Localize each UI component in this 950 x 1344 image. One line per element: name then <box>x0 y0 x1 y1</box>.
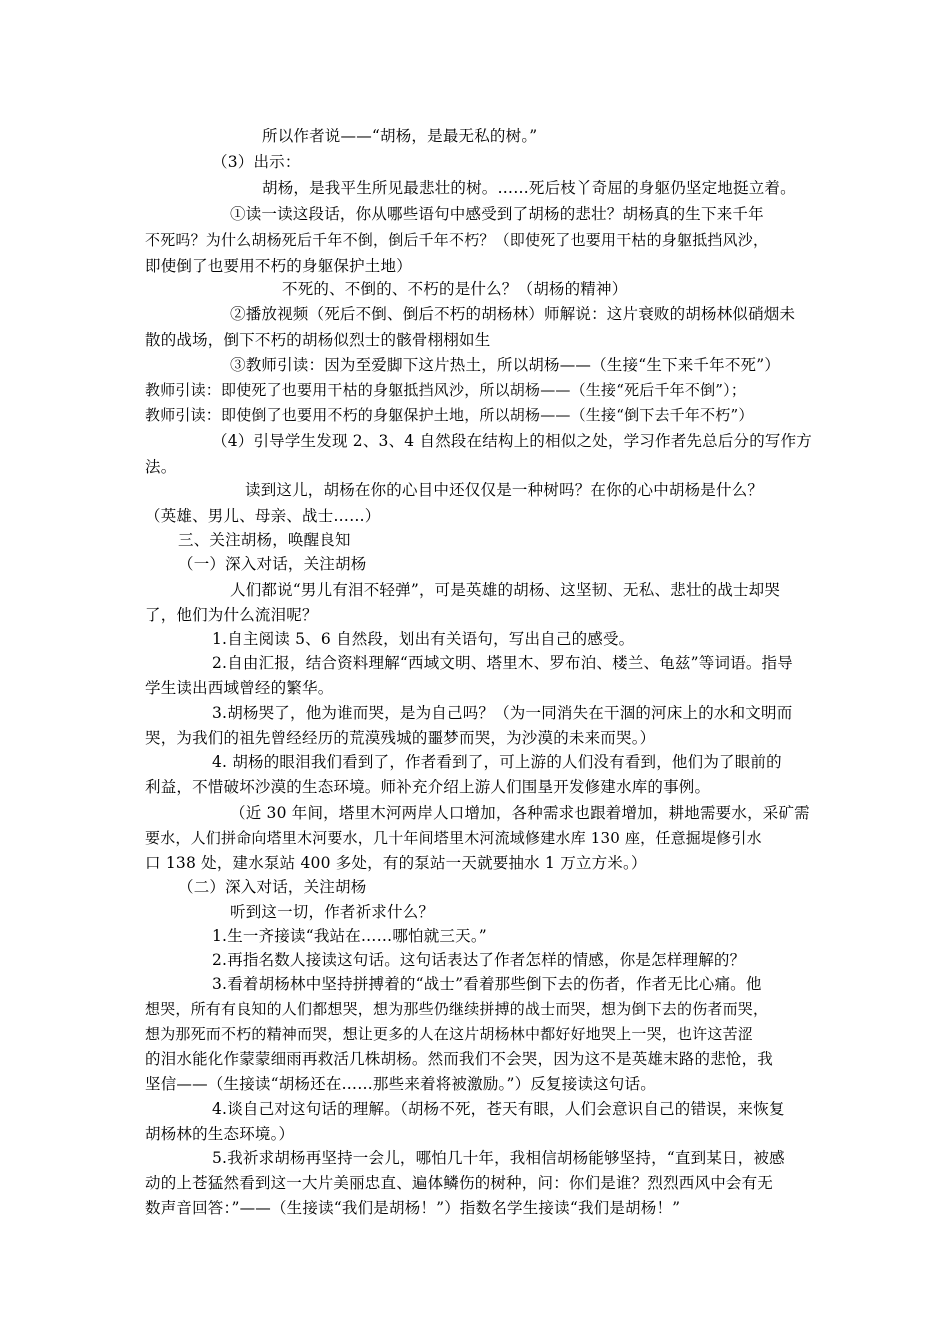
text-line: ③教师引读：因为至爱脚下这片热土，所以胡杨——（生接“生下来千年不死”） <box>230 356 781 374</box>
text-line: 数声音回答：”——（生接读“我们是胡杨！”）指数名学生接读“我们是胡杨！” <box>145 1199 681 1217</box>
text-line: 1.生一齐接读“我站在……哪怕就三天。” <box>212 927 487 945</box>
text-line: 1.自主阅读 5、6 自然段，划出有关语句，写出自己的感受。 <box>212 630 635 648</box>
text-line: 三、关注胡杨，唤醒良知 <box>178 531 351 549</box>
text-line: 3.看着胡杨林中坚持拼搏着的“战士”看着那些倒下去的伤者，作者无比心痛。他 <box>212 975 762 993</box>
text-line: 动的上苍猛然看到这一大片美丽忠直、遍体鳞伤的树种，问：你们是谁？烈烈西风中会有无 <box>145 1174 774 1192</box>
text-line: 听到这一切，作者祈求什么？ <box>230 903 435 921</box>
text-line: ①读一读这段话，你从哪些语句中感受到了胡杨的悲壮？胡杨真的生下来千年 <box>230 205 764 223</box>
text-line: 读到这儿，胡杨在你的心目中还仅仅是一种树吗？在你的心中胡杨是什么？ <box>245 481 764 499</box>
text-line: 所以作者说——“胡杨，是最无私的树。” <box>262 127 538 145</box>
text-line: 学生读出西域曾经的繁华。 <box>145 679 334 697</box>
text-line: 的泪水能化作蒙蒙细雨再救活几株胡杨。然而我们不会哭，因为这不是英雄末路的悲怆，我 <box>145 1050 774 1068</box>
text-line: 要水，人们拼命向塔里木河要水，几十年间塔里木河流域修建水库 130 座，任意掘堤修引水 <box>145 829 762 847</box>
text-line: （3）出示： <box>212 153 301 171</box>
text-line: 教师引读：即使死了也要用干枯的身躯抵挡风沙，所以胡杨——（生接“死后千年不倒”）； <box>145 381 747 399</box>
text-line: 4. 胡杨的眼泪我们看到了，作者看到了，可上游的人们没有看到，他们为了眼前的 <box>212 753 782 771</box>
text-line: （二）深入对话，关注胡杨 <box>178 878 367 896</box>
text-line: 法。 <box>145 458 177 476</box>
text-line: 想哭，所有有良知的人们都想哭，想为那些仍继续拼搏的战士而哭，想为倒下去的伤者而哭， <box>145 1000 769 1018</box>
text-line: 不死吗？为什么胡杨死后千年不倒，倒后千年不朽？（即使死了也要用干枯的身躯抵挡风沙， <box>145 231 769 249</box>
text-line: 了，他们为什么流泪呢？ <box>145 606 318 624</box>
text-line: 即使倒了也要用不朽的身躯保护土地） <box>145 257 412 275</box>
text-line: （4）引导学生发现 2、3、4 自然段在结构上的相似之处，学习作者先总后分的写作方 <box>212 432 813 450</box>
text-line: 胡杨，是我平生所见最悲壮的树。……死后枝丫奇屈的身躯仍坚定地挺立着。 <box>262 179 796 197</box>
text-line: 胡杨林的生态环境。） <box>145 1125 295 1143</box>
text-line: （英雄、男儿、母亲、战士……） <box>145 507 381 525</box>
text-line: 利益，不惜破坏沙漠的生态环境。师补充介绍上游人们围垦开发修建水库的事例。 <box>145 778 711 796</box>
text-line: ②播放视频（死后不倒、倒后不朽的胡杨林）师解说：这片衰败的胡杨林似硝烟未 <box>230 305 796 323</box>
text-line: 口 138 处，建水泵站 400 多处，有的泵站一天就要抽水 1 万立方米。） <box>145 854 647 872</box>
text-line: 散的战场，倒下不朽的胡杨似烈士的骸骨栩栩如生 <box>145 331 491 349</box>
text-line: 教师引读：即使倒了也要用不朽的身躯保护土地，所以胡杨——（生接“倒下去千年不朽”） <box>145 406 754 424</box>
text-line: （近 30 年间，塔里木河两岸人口增加，各种需求也跟着增加，耕地需要水，采矿需 <box>230 804 810 822</box>
text-line: 4.谈自己对这句话的理解。（胡杨不死，苍天有眼，人们会意识自己的错误，来恢复 <box>212 1100 785 1118</box>
text-line: 2.自由汇报，结合资料理解“西域文明、塔里木、罗布泊、楼兰、龟兹”等词语。指导 <box>212 654 793 672</box>
text-line: 2.再指名数人接读这句话。这句话表达了作者怎样的情感，你是怎样理解的？ <box>212 951 746 969</box>
text-line: （一）深入对话，关注胡杨 <box>178 555 367 573</box>
text-line: 坚信——（生接读“胡杨还在……那些来着将被激励。”）反复接读这句话。 <box>145 1075 656 1093</box>
text-line: 哭，为我们的祖先曾经经历的荒漠残城的噩梦而哭，为沙漠的未来而哭。） <box>145 729 656 747</box>
text-line: 5.我祈求胡杨再坚持一会儿，哪怕几十年，我相信胡杨能够坚持，“直到某日，被感 <box>212 1149 785 1167</box>
text-line: 不死的、不倒的、不朽的是什么？（胡杨的精神） <box>282 280 628 298</box>
text-line: 人们都说“男儿有泪不轻弹”，可是英雄的胡杨、这坚韧、无私、悲壮的战士却哭 <box>230 581 781 599</box>
text-line: 3.胡杨哭了，他为谁而哭，是为自己吗？（为一同消失在干涸的河床上的水和文明而 <box>212 704 793 722</box>
text-line: 想为那死而不朽的精神而哭，想让更多的人在这片胡杨林中都好好地哭上一哭，也许这苦涩 <box>145 1025 754 1043</box>
